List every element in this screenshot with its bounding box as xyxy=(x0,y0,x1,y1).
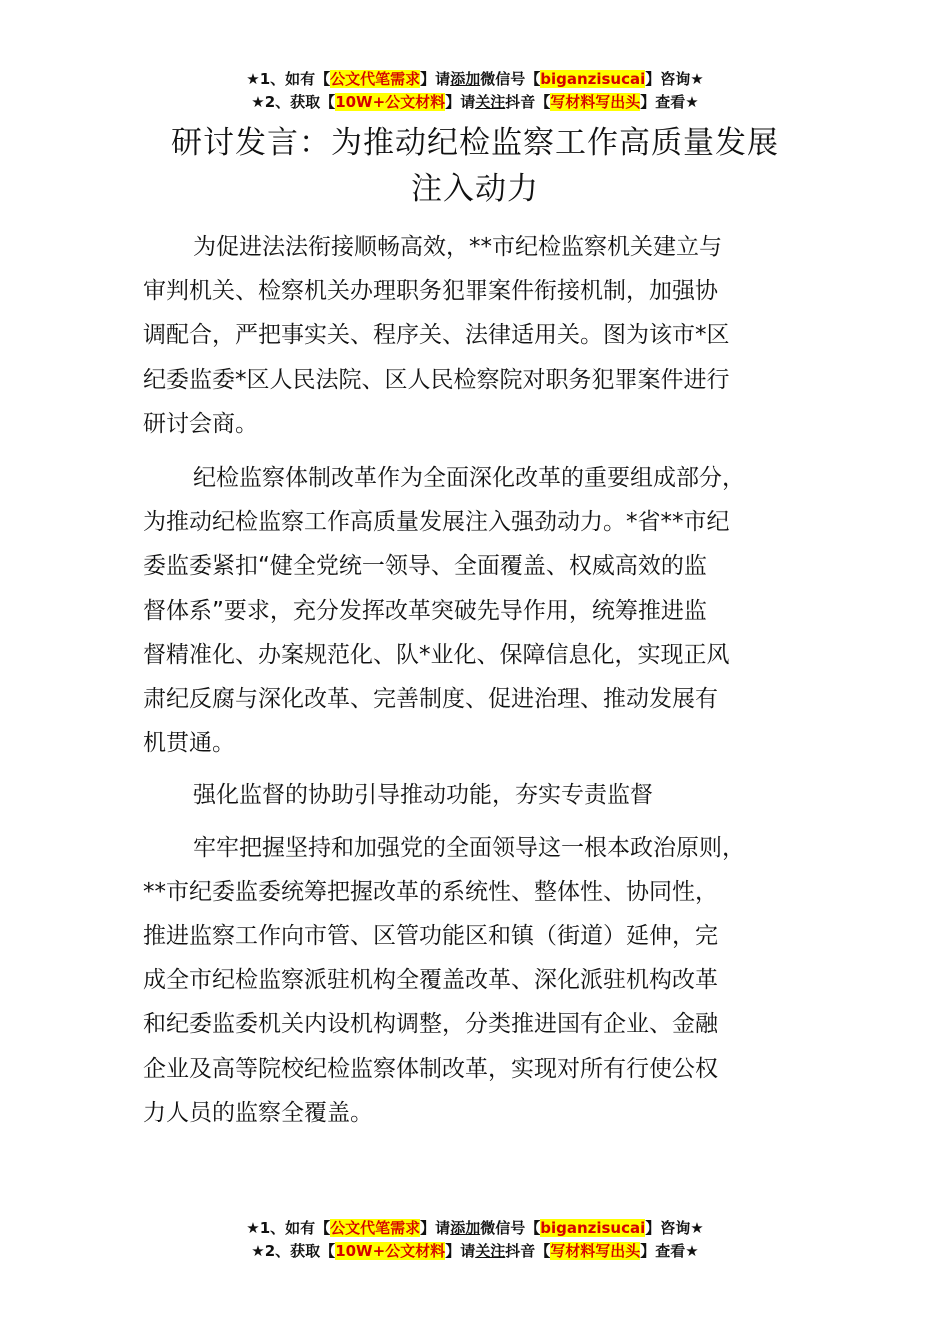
banner-line-2: ★2、获取【10W+公文材料】请关注抖音【写材料写出头】查看★ xyxy=(251,93,699,111)
paragraph-1: 为促进法法衔接顺畅高效，**市纪检监察机关建立与 审判机关、检察机关办理职务犯罪案件衔接机制，加强协 调配合，严把事实关、程序关、法律适用关。图为该市*区 纪委监委*区人民法院、区人民检察院对职务犯罪案件进行 研讨会商。 xyxy=(143,234,730,437)
paragraph-3: 牢牢把握坚持和加强党的全面领导这一根本政治原则， **市纪委监委统筹把握改革的系统性、整体性、协同性， 推进监察工作向市管、区管功能区和镇（街道）延伸，完 成全市纪检监察派驻机构全覆盖改革、深化派驻机构改革 和纪委监委机关内设机构调整，分类推进国有企业、金融 企业及高等院校纪检监察体制改革，实现对所有行使公权 力人员的监察全覆盖。 xyxy=(143,834,745,1126)
highlight-service: 公文代笔需求 xyxy=(330,1219,421,1237)
banner-line-2: ★2、获取【10W+公文材料】请关注抖音【写材料写出头】查看★ xyxy=(251,1242,699,1260)
banner-line-1: ★1、如有【公文代笔需求】请添加微信号【biganzisucai】咨询★ xyxy=(246,70,704,88)
header-banner xyxy=(0,68,950,114)
highlight-service: 公文代笔需求 xyxy=(330,70,421,88)
paragraph-2: 纪检监察体制改革作为全面深化改革的重要组成部分， 为推动纪检监察工作高质量发展注入强劲动力。*省**市纪 委监委紧扣“健全党统一领导、全面覆盖、权威高效的监 督体系”要求，充分发挥改革突破先导作用，统筹推进监 督精准化、办案规范化、队*业化、保障信息化，实现正风 肃纪反腐与深化改革、完善制度、促进治理、推动发展有 机贯通。 xyxy=(143,465,745,757)
highlight-wechat-id: biganzisucai xyxy=(540,1219,646,1237)
page-title: 研讨发言：为推动纪检监察工作高质量发展 注入动力 xyxy=(171,125,779,207)
footer-banner xyxy=(0,1217,950,1263)
section-heading: 强化监督的协助引导推动功能，夯实专责监督 xyxy=(193,782,653,809)
highlight-douyin: 写材料写出头 xyxy=(550,93,641,111)
highlight-wechat-id: biganzisucai xyxy=(540,70,646,88)
document-body xyxy=(143,225,833,1135)
highlight-materials: 10W+公文材料 xyxy=(335,1242,446,1260)
banner-line-1: ★1、如有【公文代笔需求】请添加微信号【biganzisucai】咨询★ xyxy=(246,1219,704,1237)
highlight-materials: 10W+公文材料 xyxy=(335,93,446,111)
highlight-douyin: 写材料写出头 xyxy=(550,1242,641,1260)
